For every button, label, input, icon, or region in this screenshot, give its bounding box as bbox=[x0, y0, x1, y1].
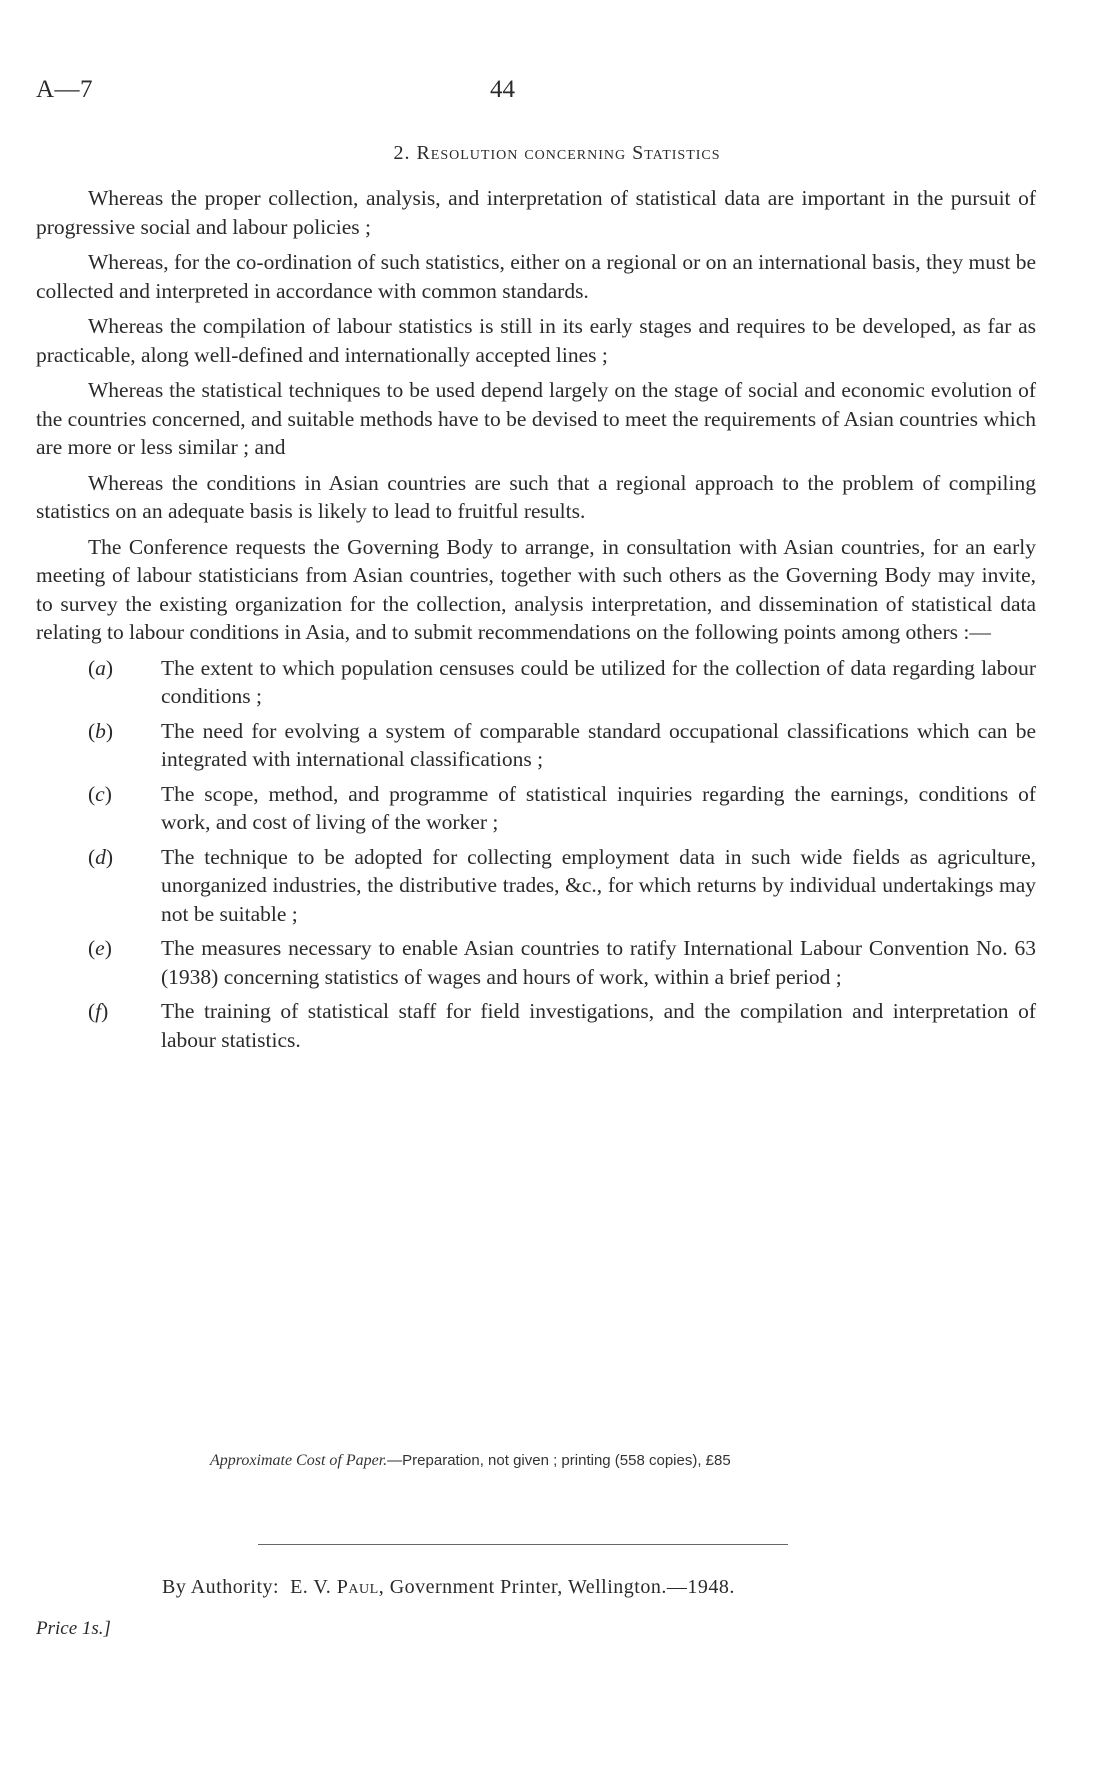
item-text: The technique to be adopted for collecting employment data in such wide fields as agriculture, unorganized industries, the distributive trades, &c., for which returns by individual undertakings may not be suitable ; bbox=[161, 844, 1036, 926]
item-label: e bbox=[95, 936, 105, 960]
cost-note bbox=[210, 1452, 731, 1470]
page-number: 44 bbox=[490, 76, 515, 103]
footer-divider bbox=[258, 1544, 788, 1545]
list-item: (b) The need for evolving a system of comparable standard occupational classifications which can be integrated with international classifications ; bbox=[88, 718, 1036, 771]
printer-authority bbox=[162, 1576, 735, 1599]
list-item: (e) The measures necessary to enable Asian countries to ratify International Labour Convention No. 63 (1938) concerning statistics of wages and hours of work, within a brief period ; bbox=[88, 936, 1036, 989]
cost-label: Approximate Cost of Paper. bbox=[210, 1452, 388, 1469]
item-label: f bbox=[95, 999, 102, 1023]
paragraph: Whereas the proper collection, analysis, and interpretation of statistical data are important in the pursuit of progressive social and labour policies ; bbox=[36, 186, 1036, 239]
item-label: c bbox=[95, 781, 105, 806]
item-text: The training of statistical staff for field investigations, and the compilation and interpretation of labour statistics. bbox=[161, 999, 1036, 1052]
item-label: b bbox=[95, 718, 106, 743]
item-label: a bbox=[95, 655, 106, 680]
paragraph: The Conference requests the Governing Body to arrange, in consultation with Asian countries, for an early meeting of labour statisticians from Asian countries, together with such others as the Governing Body may invite, to survey the existing organization for the collection, analysis interpretation, and dissemination of statistical data relating to labour conditions in Asia, and to submit recommendations on the following points among others :— bbox=[36, 534, 1036, 644]
authority-prefix: By Authority: bbox=[162, 1576, 280, 1598]
document-body bbox=[36, 184, 1036, 1060]
item-text: The scope, method, and programme of statistical inquiries regarding the earnings, conditions of work, and cost of living of the worker ; bbox=[161, 781, 1036, 834]
paragraph: Whereas, for the co-ordination of such statistics, either on a regional or on an international basis, they must be collected and interpreted in accordance with common standards. bbox=[36, 250, 1036, 303]
item-label: d bbox=[95, 844, 106, 869]
list-item: (a) The extent to which population censuses could be utilized for the collection of data regarding labour conditions ; bbox=[88, 655, 1036, 708]
list-item: (c) The scope, method, and programme of statistical inquiries regarding the earnings, conditions of work, and cost of living of the worker ; bbox=[88, 781, 1036, 834]
item-text: The need for evolving a system of comparable standard occupational classifications which can be integrated with international classifications ; bbox=[161, 718, 1036, 771]
paragraph: Whereas the conditions in Asian countries are such that a regional approach to the problem of compiling statistics on an adequate basis is likely to lead to fruitful results. bbox=[36, 470, 1036, 523]
item-text: The measures necessary to enable Asian countries to ratify International Labour Convention No. 63 (1938) concerning statistics of wages and hours of work, within a brief period ; bbox=[161, 936, 1036, 989]
paragraph: Whereas the statistical techniques to be used depend largely on the stage of social and economic evolution of the countries concerned, and suitable methods have to be devised to meet the requirements of Asian countries which are more or less similar ; and bbox=[36, 378, 1036, 459]
document-reference: A—7 bbox=[36, 76, 94, 103]
paragraph: Whereas the compilation of labour statistics is still in its early stages and requires to be developed, as far as practicable, along well-defined and internationally accepted lines ; bbox=[36, 314, 1036, 367]
item-text: The extent to which population censuses could be utilized for the collection of data regarding labour conditions ; bbox=[161, 655, 1036, 708]
list-item: (d) The technique to be adopted for collecting employment data in such wide fields as agriculture, unorganized industries, the distributive trades, &c., for which returns by individual undertakings may not be suitable ; bbox=[88, 844, 1036, 926]
price-label: Price 1s.] bbox=[36, 1618, 111, 1639]
authority-suffix: Government Printer, Wellington.—1948. bbox=[389, 1576, 735, 1598]
printer-name: E. V. Paul, bbox=[290, 1576, 385, 1598]
cost-text: —Preparation, not given ; printing (558 copies), £85 bbox=[387, 1452, 731, 1469]
section-title: 2. Resolution concerning Statistics bbox=[393, 142, 721, 164]
recommendation-list bbox=[36, 654, 1036, 1055]
list-item: (f) The training of statistical staff for field investigations, and the compilation and interpretation of labour statistics. bbox=[88, 999, 1036, 1052]
